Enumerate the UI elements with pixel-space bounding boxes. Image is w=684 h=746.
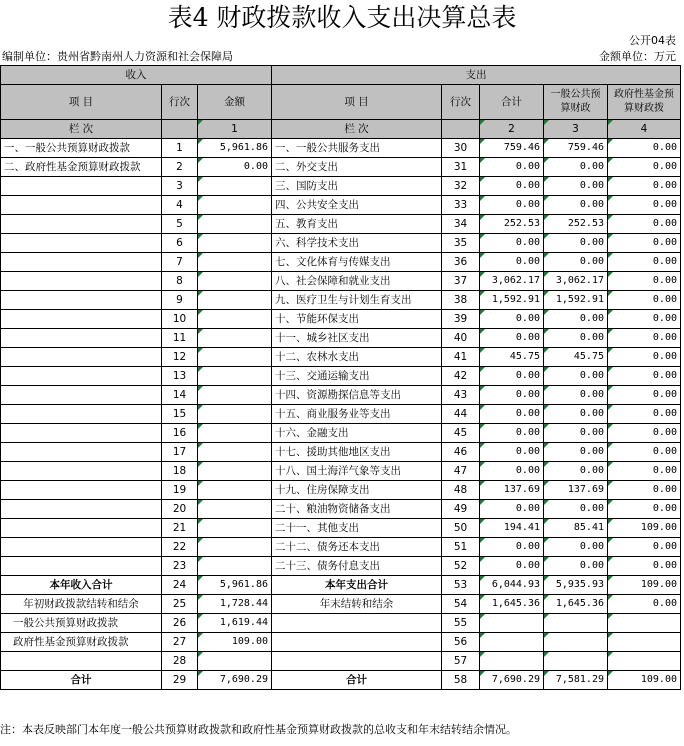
income-amount-cell: 1,619.44: [198, 614, 272, 633]
expense-rowno-cell: 56: [442, 633, 480, 652]
expense-total-cell: 1,645.36: [480, 595, 544, 614]
expense-item-cell: 七、文化体育与传媒支出: [272, 253, 442, 272]
expense-rowno-cell: 32: [442, 177, 480, 196]
fund-budget-cell: 0.00: [608, 272, 681, 291]
income-item-header: 项 目: [1, 85, 162, 120]
income-amount-cell: [198, 253, 272, 272]
income-amount-cell: 0.00: [198, 158, 272, 177]
expense-item-cell: 十五、商业服务业等支出: [272, 405, 442, 424]
general-budget-header: 一般公共预算财政: [544, 85, 608, 120]
expense-item-cell: 十四、资源勘探信息等支出: [272, 386, 442, 405]
fund-budget-cell: 0.00: [608, 424, 681, 443]
expense-rowno-cell: 33: [442, 196, 480, 215]
expense-item-cell: 八、社会保障和就业支出: [272, 272, 442, 291]
fund-budget-cell: 0.00: [608, 500, 681, 519]
expense-total-cell: 0.00: [480, 158, 544, 177]
expense-total-cell: 194.41: [480, 519, 544, 538]
expense-total-cell: [480, 652, 544, 671]
income-item-cell: [1, 500, 162, 519]
income-rowno-cell: 4: [162, 196, 198, 215]
expense-total-cell: 3,062.17: [480, 272, 544, 291]
expense-rowno-cell: 38: [442, 291, 480, 310]
summary-row: [1, 671, 681, 690]
income-rowno-cell: 26: [162, 614, 198, 633]
expense-rowno-cell: 43: [442, 386, 480, 405]
col-2-label: 2: [480, 120, 544, 139]
income-item-cell: [1, 462, 162, 481]
income-amount-cell: [198, 405, 272, 424]
general-budget-cell: 0.00: [544, 158, 608, 177]
page-title: 表4 财政拨款收入支出决算总表: [167, 3, 517, 32]
expense-item-cell: 十七、援助其他地区支出: [272, 443, 442, 462]
general-budget-cell: 1,592.91: [544, 291, 608, 310]
expense-total-cell: 759.46: [480, 139, 544, 158]
expense-rowno-cell: 46: [442, 443, 480, 462]
expense-item-cell: 年末结转和结余: [272, 595, 442, 614]
general-budget-cell: 0.00: [544, 253, 608, 272]
expense-rowno-cell: 40: [442, 329, 480, 348]
general-budget-cell: 45.75: [544, 348, 608, 367]
table-code: 公开04表: [629, 34, 676, 47]
expense-total-cell: 0.00: [480, 329, 544, 348]
summary-row: [1, 633, 681, 652]
income-amount-header: 金额: [198, 85, 272, 120]
income-rowno-cell: 6: [162, 234, 198, 253]
income-rowno-cell: 19: [162, 481, 198, 500]
amount-unit: 金额单位：万元: [599, 50, 676, 63]
general-budget-cell: 252.53: [544, 215, 608, 234]
reporting-unit: 编制单位：贵州省黔南州人力资源和社会保障局: [2, 50, 233, 63]
income-rowno-cell: 24: [162, 576, 198, 595]
expense-total-cell: 0.00: [480, 234, 544, 253]
expense-rowno-cell: 58: [442, 671, 480, 690]
fund-budget-cell: 0.00: [608, 291, 681, 310]
fund-budget-cell: 109.00: [608, 519, 681, 538]
expense-item-cell: 九、医疗卫生与计划生育支出: [272, 291, 442, 310]
fund-budget-cell: 0.00: [608, 348, 681, 367]
income-amount-cell: 5,961.86: [198, 139, 272, 158]
income-item-cell: [1, 196, 162, 215]
expense-item-cell: 二十一、其他支出: [272, 519, 442, 538]
table-row: [1, 177, 681, 196]
expense-item-cell: 二十、粮油物资储备支出: [272, 500, 442, 519]
expense-total-cell: 0.00: [480, 443, 544, 462]
expense-rowno-cell: 50: [442, 519, 480, 538]
expense-item-header: 项 目: [272, 85, 442, 120]
general-budget-cell: 5,935.93: [544, 576, 608, 595]
fund-budget-cell: 0.00: [608, 538, 681, 557]
expense-header: 支出: [272, 66, 681, 85]
table-row: [1, 253, 681, 272]
table-row: [1, 291, 681, 310]
expense-rowno-cell: 55: [442, 614, 480, 633]
income-amount-cell: [198, 348, 272, 367]
income-rowno-cell: 28: [162, 652, 198, 671]
table-row: [1, 310, 681, 329]
fund-budget-cell: 109.00: [608, 671, 681, 690]
income-item-cell: 一般公共预算财政拨款: [1, 614, 162, 633]
expense-total-cell: 7,690.29: [480, 671, 544, 690]
fund-budget-cell: 0.00: [608, 481, 681, 500]
expense-item-cell: 一、一般公共服务支出: [272, 139, 442, 158]
expense-total-cell: 0.00: [480, 196, 544, 215]
expense-lanci-no: [442, 120, 480, 139]
income-amount-cell: [198, 652, 272, 671]
expense-total-cell: [480, 633, 544, 652]
expense-total-cell: 1,592.91: [480, 291, 544, 310]
income-rowno-cell: 2: [162, 158, 198, 177]
income-amount-cell: [198, 272, 272, 291]
general-budget-cell: 0.00: [544, 234, 608, 253]
general-budget-cell: 0.00: [544, 557, 608, 576]
expense-total-cell: 0.00: [480, 386, 544, 405]
footnote: 注：本表反映部门本年度一般公共预算财政拨款和政府性基金预算财政拨款的总收支和年末结转结余情况。: [0, 723, 517, 736]
fund-budget-cell: 0.00: [608, 329, 681, 348]
expense-item-cell: 本年支出合计: [272, 576, 442, 595]
expense-item-cell: 十二、农林水支出: [272, 348, 442, 367]
income-item-cell: [1, 177, 162, 196]
expense-rowno-cell: 49: [442, 500, 480, 519]
expense-total-cell: 0.00: [480, 538, 544, 557]
expense-total-cell: 0.00: [480, 367, 544, 386]
income-lanci: 栏 次: [1, 120, 162, 139]
expense-rowno-cell: 48: [442, 481, 480, 500]
table-row: [1, 500, 681, 519]
income-item-cell: 合计: [1, 671, 162, 690]
income-item-cell: 本年收入合计: [1, 576, 162, 595]
income-item-cell: [1, 424, 162, 443]
summary-row: [1, 652, 681, 671]
income-rowno-cell: 5: [162, 215, 198, 234]
income-amount-cell: [198, 215, 272, 234]
general-budget-cell: 0.00: [544, 310, 608, 329]
income-amount-cell: 5,961.86: [198, 576, 272, 595]
budget-table: [0, 65, 681, 690]
general-budget-cell: 0.00: [544, 405, 608, 424]
expense-rowno-cell: 37: [442, 272, 480, 291]
table-row: [1, 196, 681, 215]
general-budget-cell: 0.00: [544, 424, 608, 443]
income-amount-cell: 1,728.44: [198, 595, 272, 614]
fund-budget-cell: 0.00: [608, 177, 681, 196]
expense-item-cell: 十三、交通运输支出: [272, 367, 442, 386]
expense-item-cell: 三、国防支出: [272, 177, 442, 196]
expense-total-cell: 252.53: [480, 215, 544, 234]
expense-item-cell: 六、科学技术支出: [272, 234, 442, 253]
fund-budget-cell: 0.00: [608, 215, 681, 234]
expense-item-cell: 十一、城乡社区支出: [272, 329, 442, 348]
income-rowno-cell: 23: [162, 557, 198, 576]
income-rowno-cell: 3: [162, 177, 198, 196]
general-budget-cell: [544, 614, 608, 633]
income-rowno-cell: 11: [162, 329, 198, 348]
fund-budget-cell: 0.00: [608, 405, 681, 424]
income-amount-cell: 7,690.29: [198, 671, 272, 690]
income-item-cell: [1, 291, 162, 310]
expense-rowno-cell: 45: [442, 424, 480, 443]
fund-budget-cell: [608, 633, 681, 652]
table-row: [1, 139, 681, 158]
income-item-cell: [1, 367, 162, 386]
expense-total-cell: 0.00: [480, 500, 544, 519]
income-item-cell: 一、一般公共预算财政拨款: [1, 139, 162, 158]
general-budget-cell: 0.00: [544, 329, 608, 348]
expense-rowno-cell: 35: [442, 234, 480, 253]
table-row: [1, 386, 681, 405]
general-budget-cell: 0.00: [544, 500, 608, 519]
income-rowno-cell: 21: [162, 519, 198, 538]
expense-total-cell: 0.00: [480, 462, 544, 481]
general-budget-cell: 1,645.36: [544, 595, 608, 614]
income-item-cell: [1, 310, 162, 329]
expense-item-cell: 十九、住房保障支出: [272, 481, 442, 500]
income-rowno-cell: 8: [162, 272, 198, 291]
expense-item-cell: [272, 652, 442, 671]
expense-item-cell: 二十三、债务付息支出: [272, 557, 442, 576]
table-row: [1, 519, 681, 538]
expense-rowno-cell: 57: [442, 652, 480, 671]
expense-rowno-cell: 51: [442, 538, 480, 557]
income-rowno-cell: 15: [162, 405, 198, 424]
expense-rowno-cell: 44: [442, 405, 480, 424]
expense-item-cell: 五、教育支出: [272, 215, 442, 234]
expense-lanci: 栏 次: [272, 120, 442, 139]
income-header: 收入: [1, 66, 272, 85]
expense-rowno-cell: 54: [442, 595, 480, 614]
income-rowno-cell: 18: [162, 462, 198, 481]
income-amount-cell: 109.00: [198, 633, 272, 652]
expense-item-cell: [272, 614, 442, 633]
income-amount-cell: [198, 443, 272, 462]
expense-total-cell: 45.75: [480, 348, 544, 367]
income-amount-cell: [198, 177, 272, 196]
table-row: [1, 329, 681, 348]
fund-budget-header: 政府性基金预算财政拨: [608, 85, 681, 120]
general-budget-cell: 0.00: [544, 177, 608, 196]
income-item-cell: 二、政府性基金预算财政拨款: [1, 158, 162, 177]
col-3-label: 3: [544, 120, 608, 139]
expense-rowno-header: 行次: [442, 85, 480, 120]
general-budget-cell: 759.46: [544, 139, 608, 158]
table-row: [1, 538, 681, 557]
fund-budget-cell: 0.00: [608, 310, 681, 329]
fund-budget-cell: 0.00: [608, 443, 681, 462]
income-rowno-cell: 17: [162, 443, 198, 462]
fund-budget-cell: 0.00: [608, 253, 681, 272]
income-item-cell: [1, 234, 162, 253]
table-row: [1, 443, 681, 462]
income-rowno-cell: 20: [162, 500, 198, 519]
fund-budget-cell: [608, 652, 681, 671]
expense-item-cell: 四、公共安全支出: [272, 196, 442, 215]
expense-item-cell: 十八、国土海洋气象等支出: [272, 462, 442, 481]
fund-budget-cell: 0.00: [608, 557, 681, 576]
income-item-cell: [1, 538, 162, 557]
table-row: [1, 367, 681, 386]
general-budget-cell: 3,062.17: [544, 272, 608, 291]
summary-row: [1, 614, 681, 633]
fund-budget-cell: 0.00: [608, 234, 681, 253]
expense-item-cell: 二十二、债务还本支出: [272, 538, 442, 557]
summary-row: [1, 595, 681, 614]
expense-total-cell: 0.00: [480, 177, 544, 196]
fund-budget-cell: 0.00: [608, 462, 681, 481]
income-amount-cell: [198, 386, 272, 405]
income-amount-cell: [198, 500, 272, 519]
expense-total-cell: 0.00: [480, 310, 544, 329]
general-budget-cell: 137.69: [544, 481, 608, 500]
income-rowno-cell: 27: [162, 633, 198, 652]
income-amount-cell: [198, 481, 272, 500]
general-budget-cell: 0.00: [544, 443, 608, 462]
table-row: [1, 272, 681, 291]
income-amount-cell: [198, 367, 272, 386]
table-row: [1, 557, 681, 576]
expense-rowno-cell: 53: [442, 576, 480, 595]
income-item-cell: [1, 443, 162, 462]
income-rowno-cell: 16: [162, 424, 198, 443]
income-amount-cell: [198, 557, 272, 576]
income-item-cell: [1, 557, 162, 576]
expense-total-cell: 0.00: [480, 557, 544, 576]
expense-item-cell: [272, 633, 442, 652]
income-item-cell: [1, 519, 162, 538]
fund-budget-cell: 0.00: [608, 595, 681, 614]
fund-budget-cell: 0.00: [608, 139, 681, 158]
expense-total-header: 合计: [480, 85, 544, 120]
table-row: [1, 424, 681, 443]
income-item-cell: [1, 329, 162, 348]
expense-rowno-cell: 36: [442, 253, 480, 272]
table-row: [1, 405, 681, 424]
income-amount-cell: [198, 291, 272, 310]
general-budget-cell: 0.00: [544, 462, 608, 481]
table-row: [1, 481, 681, 500]
income-rowno-header: 行次: [162, 85, 198, 120]
income-rowno-cell: 22: [162, 538, 198, 557]
fund-budget-cell: 109.00: [608, 576, 681, 595]
col-1-label: 1: [198, 120, 272, 139]
general-budget-cell: 0.00: [544, 196, 608, 215]
general-budget-cell: 7,581.29: [544, 671, 608, 690]
expense-total-cell: 0.00: [480, 405, 544, 424]
expense-item-cell: 十、节能环保支出: [272, 310, 442, 329]
col-4-label: 4: [608, 120, 681, 139]
fund-budget-cell: 0.00: [608, 386, 681, 405]
income-amount-cell: [198, 424, 272, 443]
fund-budget-cell: 0.00: [608, 158, 681, 177]
expense-total-cell: 6,044.93: [480, 576, 544, 595]
expense-total-cell: 0.00: [480, 253, 544, 272]
income-item-cell: [1, 481, 162, 500]
expense-rowno-cell: 30: [442, 139, 480, 158]
expense-rowno-cell: 39: [442, 310, 480, 329]
summary-row: [1, 576, 681, 595]
expense-rowno-cell: 34: [442, 215, 480, 234]
income-rowno-cell: 1: [162, 139, 198, 158]
fund-budget-cell: [608, 614, 681, 633]
fund-budget-cell: 0.00: [608, 196, 681, 215]
expense-rowno-cell: 52: [442, 557, 480, 576]
general-budget-cell: 0.00: [544, 367, 608, 386]
income-item-cell: [1, 253, 162, 272]
income-rowno-cell: 25: [162, 595, 198, 614]
income-amount-cell: [198, 329, 272, 348]
income-rowno-cell: 13: [162, 367, 198, 386]
expense-item-cell: 合计: [272, 671, 442, 690]
general-budget-cell: 85.41: [544, 519, 608, 538]
income-amount-cell: [198, 462, 272, 481]
income-rowno-cell: 7: [162, 253, 198, 272]
table-row: [1, 348, 681, 367]
income-item-cell: [1, 215, 162, 234]
expense-rowno-cell: 42: [442, 367, 480, 386]
table-row: [1, 215, 681, 234]
income-rowno-cell: 9: [162, 291, 198, 310]
table-row: [1, 462, 681, 481]
income-amount-cell: [198, 519, 272, 538]
general-budget-cell: 0.00: [544, 386, 608, 405]
income-rowno-cell: 29: [162, 671, 198, 690]
expense-rowno-cell: 31: [442, 158, 480, 177]
table-row: [1, 234, 681, 253]
income-lanci-no: [162, 120, 198, 139]
general-budget-cell: [544, 652, 608, 671]
income-item-cell: 年初财政拨款结转和结余: [1, 595, 162, 614]
income-amount-cell: [198, 234, 272, 253]
expense-total-cell: 137.69: [480, 481, 544, 500]
income-rowno-cell: 14: [162, 386, 198, 405]
expense-total-cell: 0.00: [480, 424, 544, 443]
income-item-cell: [1, 652, 162, 671]
income-item-cell: [1, 272, 162, 291]
expense-rowno-cell: 47: [442, 462, 480, 481]
income-amount-cell: [198, 196, 272, 215]
expense-rowno-cell: 41: [442, 348, 480, 367]
income-rowno-cell: 10: [162, 310, 198, 329]
fund-budget-cell: 0.00: [608, 367, 681, 386]
general-budget-cell: [544, 633, 608, 652]
income-rowno-cell: 12: [162, 348, 198, 367]
expense-item-cell: 二、外交支出: [272, 158, 442, 177]
income-item-cell: [1, 386, 162, 405]
income-amount-cell: [198, 538, 272, 557]
expense-item-cell: 十六、金融支出: [272, 424, 442, 443]
income-item-cell: [1, 405, 162, 424]
expense-total-cell: [480, 614, 544, 633]
general-budget-cell: 0.00: [544, 538, 608, 557]
income-amount-cell: [198, 310, 272, 329]
income-item-cell: 政府性基金预算财政拨款: [1, 633, 162, 652]
income-item-cell: [1, 348, 162, 367]
table-row: [1, 158, 681, 177]
